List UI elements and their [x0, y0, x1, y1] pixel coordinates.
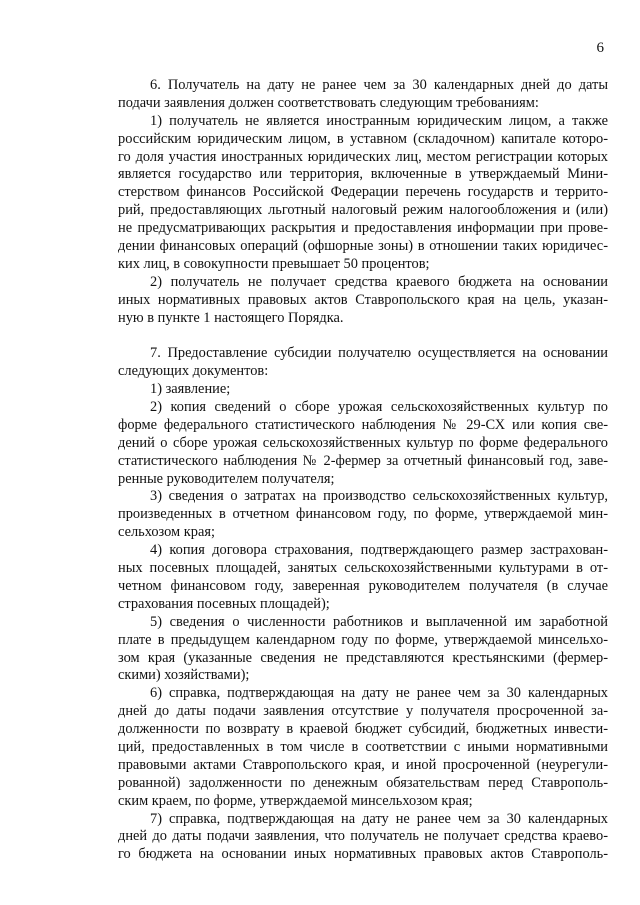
- text-line: рий, предоставляющих льготный налоговый режим налогообложения и (или): [118, 202, 608, 219]
- text-line: иных нормативных правовых актов Ставропольского края на цель, указан-: [118, 291, 608, 308]
- text-line: ких лиц, в совокупности превышает 50 процентов;: [118, 255, 430, 272]
- text-line: следующих документов:: [118, 363, 269, 380]
- text-line: ных посевных площадей, занятых сельскохозяйственными культурами в от-: [118, 560, 608, 577]
- text-line: статистического наблюдения № 2-фермер за отчетный финансовый год, заве-: [118, 452, 608, 469]
- text-line: 2) получатель не получает средства краевого бюджета на основании: [150, 273, 608, 290]
- text-line: 4) копия договора страхования, подтверждающего размер застрахован-: [150, 542, 608, 559]
- text-line: стерством финансов Российской Федерации перечень государств и террито-: [118, 184, 608, 201]
- text-line: 1) заявление;: [150, 381, 231, 398]
- text-line: страхования посевных площадей);: [118, 595, 330, 612]
- text-line: 6. Получатель на дату не ранее чем за 30 календарных дней до даты: [150, 77, 608, 93]
- text-line: подачи заявления должен соответствовать следующим требованиям:: [118, 94, 539, 111]
- text-line: дней до даты подачи заявления, что получатель не получает средства краево-: [118, 828, 608, 845]
- text-line: ций, предоставленных в том числе в соответствии с иными нормативными: [118, 738, 608, 755]
- text-line: го бюджета на основании иных нормативных правовых актов Ставрополь-: [118, 846, 608, 863]
- text-line: 6) справка, подтверждающая на дату не ранее чем за 30 календарных: [150, 685, 608, 702]
- page-number: 6: [596, 40, 604, 56]
- text-line: ским краем, по форме, утверждаемой минсельхозом края;: [118, 792, 473, 809]
- text-line: долженности по возврату в краевой бюджет субсидий, бюджетных инвести-: [118, 721, 608, 738]
- text-line: четном финансовом году, заверенная руководителем получателя (в случае: [118, 577, 608, 594]
- text-line: скими) хозяйствами);: [118, 667, 250, 684]
- paragraph-gap: [118, 327, 608, 345]
- text-line: форме федерального статистического наблюдения № 29-СХ или копия све-: [118, 416, 608, 433]
- text-line: рованной) задолженности по денежным обязательствам перед Ставрополь-: [118, 774, 608, 791]
- text-line: не предусматривающих раскрытия и предоставления информации при прове-: [118, 220, 608, 237]
- text-line: го доля участия иностранных юридических лиц, местом регистрации которых: [118, 148, 608, 165]
- text-line: 7) справка, подтверждающая на дату не ранее чем за 30 календарных: [150, 810, 608, 827]
- text-line: дений о сборе урожая сельскохозяйственных культур по форме федерального: [118, 434, 608, 451]
- text-line: является государство или территория, включенные в утверждаемый Мини-: [118, 166, 608, 183]
- text-line: зом края (указанные сведения не представляются крестьянскими (фермер-: [118, 649, 608, 666]
- text-line: российским юридическим лицом, в уставном (складочном) капитале которо-: [118, 130, 608, 147]
- text-line: 3) сведения о затратах на производство сельскохозяйственных культур,: [150, 488, 608, 505]
- text-line: дней до даты подачи заявления отсутствие у получателя просроченной за-: [118, 703, 608, 720]
- text-line: 5) сведения о численности работников и выплаченной им заработной: [150, 613, 608, 630]
- text-line: произведенных в отчетном финансовом году, по форме, утверждаемой мин-: [118, 506, 608, 523]
- text-line: 2) копия сведений о сборе урожая сельскохозяйственных культур по: [150, 399, 608, 416]
- text-line: сельхозом края;: [118, 524, 215, 541]
- text-line: ренные руководителем получателя;: [118, 470, 335, 487]
- text-line: ную в пункте 1 настоящего Порядка.: [118, 309, 344, 326]
- text-line: 7. Предоставление субсидии получателю осуществляется на основании: [150, 345, 608, 362]
- document-body: [118, 77, 608, 864]
- text-line: дении финансовых операций (офшорные зоны) в отношении таких юридичес-: [118, 238, 608, 255]
- text-line: плате в предыдущем календарном году по форме, утверждаемой минсельхо-: [118, 631, 608, 648]
- text-line: правовыми актами Ставропольского края, и иной просроченной (неурегули-: [118, 756, 608, 773]
- text-line: 1) получатель не является иностранным юридическим лицом, а также: [150, 112, 608, 129]
